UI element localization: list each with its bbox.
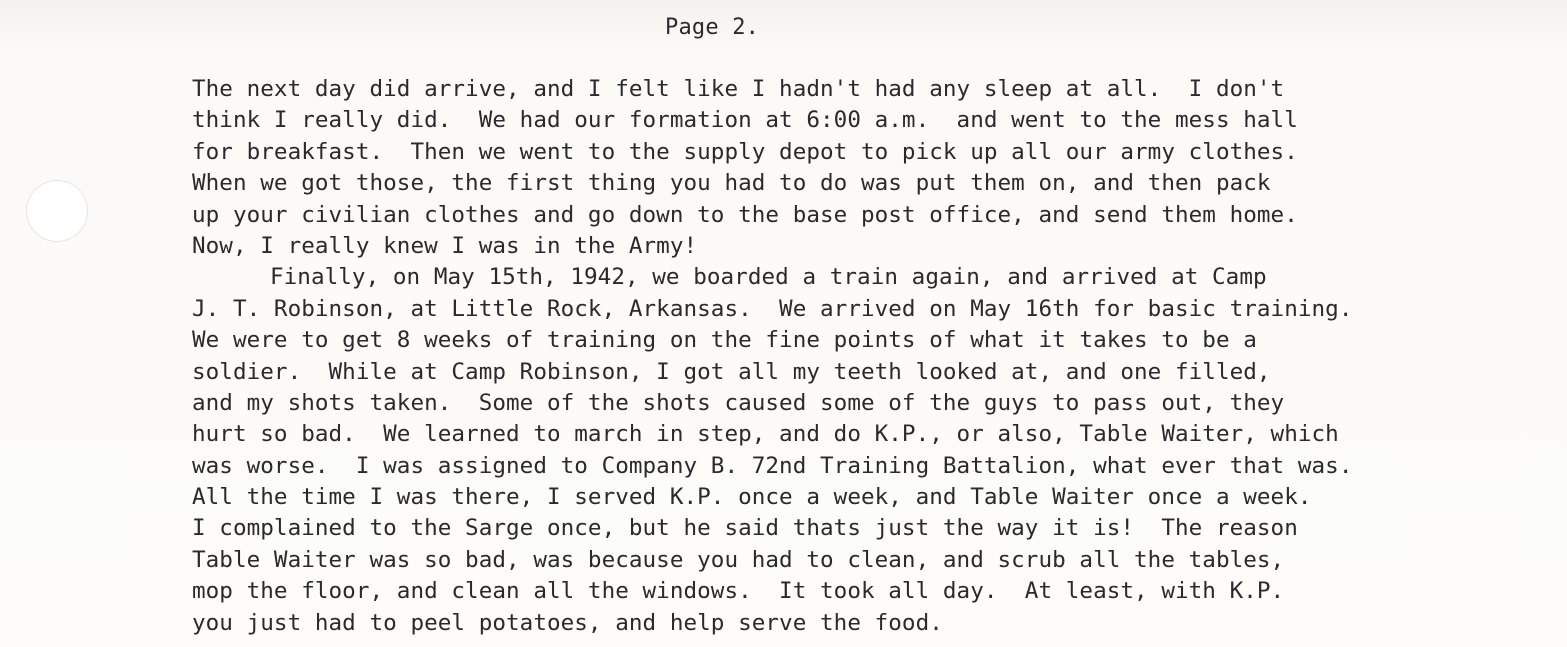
text-line: you just had to peel potatoes, and help serve the food.	[192, 609, 943, 636]
text-line: mop the floor, and clean all the windows. It took all day. At least, with K.P.	[192, 578, 1285, 605]
text-line: I complained to the Sarge once, but he said thats just the way it is! The reason	[192, 515, 1298, 542]
text-line-indented: Finally, on May 15th, 1942, we boarded a train again, and arrived at Camp	[270, 264, 1267, 291]
text-line: Now, I really knew I was in the Army!	[192, 232, 698, 259]
text-line: All the time I was there, I served K.P. once a week, and Table Waiter once a week.	[192, 484, 1312, 511]
punch-hole	[26, 180, 88, 242]
text-line: was worse. I was assigned to Company B. 72nd Training Battalion, what ever that was.	[192, 452, 1353, 479]
text-line: think I really did. We had our formation at 6:00 a.m. and went to the mess hall	[192, 107, 1298, 134]
text-line: hurt so bad. We learned to march in step, and do K.P., or also, Table Waiter, which	[192, 421, 1339, 448]
text-line: The next day did arrive, and I felt like I hadn't had any sleep at all. I don't	[192, 76, 1285, 102]
text-line: up your civilian clothes and go down to the base post office, and send them home.	[192, 201, 1298, 228]
text-line: and my shots taken. Some of the shots caused some of the guys to pass out, they	[192, 389, 1285, 416]
text-line: When we got those, the first thing you had to do was put them on, and then pack	[192, 170, 1271, 197]
text-line: soldier. While at Camp Robinson, I got all my teeth looked at, and one filled,	[192, 358, 1271, 385]
text-line: for breakfast. Then we went to the supply depot to pick up all our army clothes.	[192, 138, 1298, 165]
text-line: Table Waiter was so bad, was because you had to clean, and scrub all the tables,	[192, 546, 1285, 573]
body-text	[192, 74, 1552, 639]
page-number-header: Page 2.	[665, 15, 760, 40]
text-line: We were to get 8 weeks of training on the fine points of what it takes to be a	[192, 327, 1257, 354]
text-line: J. T. Robinson, at Little Rock, Arkansas. We arrived on May 16th for basic training.	[192, 295, 1353, 322]
